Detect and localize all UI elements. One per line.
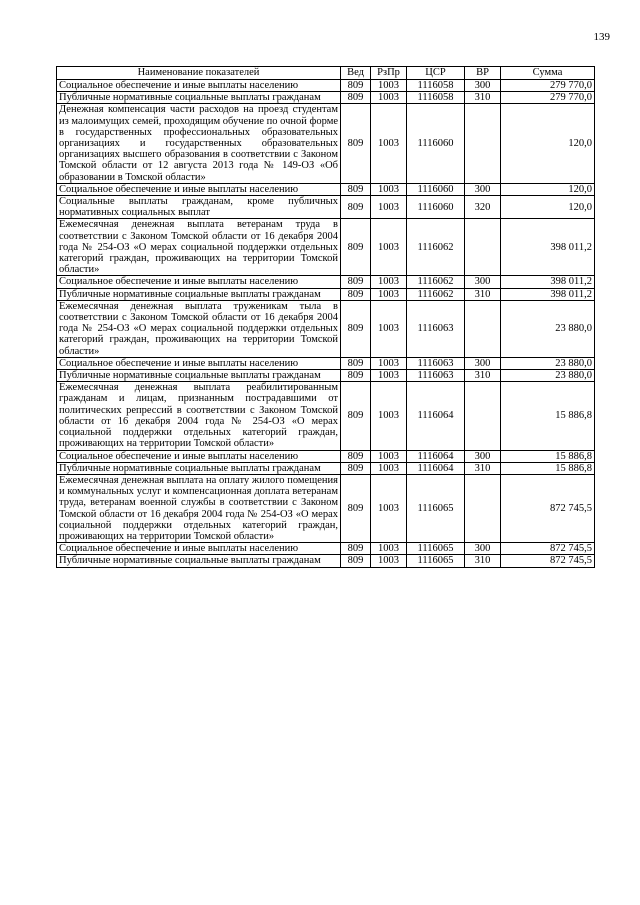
row-ved-cell: 809 xyxy=(341,196,371,219)
page-number: 139 xyxy=(593,31,610,43)
row-vr-cell: 300 xyxy=(465,276,501,288)
column-header-csr: ЦСР xyxy=(407,67,465,80)
row-name-cell: Социальное обеспечение и иные выплаты населению xyxy=(57,276,341,288)
row-name-cell: Социальные выплаты гражданам, кроме публичных нормативных социальных выплат xyxy=(57,196,341,219)
table-row xyxy=(57,276,595,288)
table-row xyxy=(57,555,595,567)
row-ved-cell: 809 xyxy=(341,104,371,183)
row-ved-cell: 809 xyxy=(341,357,371,369)
column-header-name: Наименование показателей xyxy=(57,67,341,80)
row-name-cell: Публичные нормативные социальные выплаты гражданам xyxy=(57,370,341,382)
row-csr-cell: 1116063 xyxy=(407,370,465,382)
row-sum-cell: 872 745,5 xyxy=(501,555,595,567)
row-name-cell: Социальное обеспечение и иные выплаты населению xyxy=(57,543,341,555)
row-csr-cell: 1116065 xyxy=(407,543,465,555)
row-name-cell: Публичные нормативные социальные выплаты гражданам xyxy=(57,462,341,474)
row-rzpr-cell: 1003 xyxy=(371,196,407,219)
row-name-cell: Публичные нормативные социальные выплаты гражданам xyxy=(57,555,341,567)
row-rzpr-cell: 1003 xyxy=(371,382,407,450)
row-rzpr-cell: 1003 xyxy=(371,370,407,382)
row-sum-cell: 23 880,0 xyxy=(501,370,595,382)
row-vr-cell: 310 xyxy=(465,92,501,104)
row-name-cell: Ежемесячная денежная выплата труженикам тыла в соответствии с Законом Томской области от 16 декабря 2004 года № 254-ОЗ «О мерах социальной поддержки отдельных категорий граждан, проживающих на территории Томской области» xyxy=(57,300,341,357)
table-row xyxy=(57,474,595,542)
budget-table xyxy=(56,66,595,568)
row-name-cell: Социальное обеспечение и иные выплаты населению xyxy=(57,80,341,92)
row-sum-cell: 872 745,5 xyxy=(501,474,595,542)
row-csr-cell: 1116058 xyxy=(407,92,465,104)
row-vr-cell: 310 xyxy=(465,462,501,474)
row-ved-cell: 809 xyxy=(341,276,371,288)
row-csr-cell: 1116063 xyxy=(407,300,465,357)
row-vr-cell xyxy=(465,104,501,183)
row-ved-cell: 809 xyxy=(341,450,371,462)
table-row xyxy=(57,288,595,300)
row-name-cell: Ежемесячная денежная выплата на оплату жилого помещения и коммунальных услуг и компенсационная доплата ветеранам труда, ветеранам военной службы в соответствии с Законом Томской области от 16 декабря 2004 года № 254-ОЗ «О мерах социальной поддержки отдельных категорий граждан, проживающих на территории Томской области» xyxy=(57,474,341,542)
row-sum-cell: 279 770,0 xyxy=(501,80,595,92)
row-name-cell: Социальное обеспечение и иные выплаты населению xyxy=(57,450,341,462)
table-row xyxy=(57,219,595,276)
row-rzpr-cell: 1003 xyxy=(371,543,407,555)
row-name-cell: Публичные нормативные социальные выплаты гражданам xyxy=(57,92,341,104)
row-vr-cell: 310 xyxy=(465,288,501,300)
row-ved-cell: 809 xyxy=(341,219,371,276)
row-csr-cell: 1116065 xyxy=(407,474,465,542)
row-csr-cell: 1116060 xyxy=(407,183,465,195)
row-vr-cell: 300 xyxy=(465,80,501,92)
row-vr-cell: 300 xyxy=(465,543,501,555)
row-ved-cell: 809 xyxy=(341,462,371,474)
row-sum-cell: 120,0 xyxy=(501,196,595,219)
row-rzpr-cell: 1003 xyxy=(371,555,407,567)
column-header-vr: ВР xyxy=(465,67,501,80)
row-name-cell: Денежная компенсация части расходов на проезд студентам из малоимущих семей, проходящим обучение по очной форме в государственных профессиональных образовательных организациях и государственных образовательных организациях высшего образования в соответствии с Законом Томской области от 12 августа 2013 года № 149-ОЗ «Об образовании в Томской области» xyxy=(57,104,341,183)
row-sum-cell: 398 011,2 xyxy=(501,276,595,288)
column-header-ved: Вед xyxy=(341,67,371,80)
row-sum-cell: 398 011,2 xyxy=(501,288,595,300)
table-row xyxy=(57,382,595,450)
row-ved-cell: 809 xyxy=(341,300,371,357)
row-ved-cell: 809 xyxy=(341,92,371,104)
row-name-cell: Публичные нормативные социальные выплаты гражданам xyxy=(57,288,341,300)
row-name-cell: Социальное обеспечение и иные выплаты населению xyxy=(57,357,341,369)
table-row xyxy=(57,543,595,555)
table-row xyxy=(57,462,595,474)
row-ved-cell: 809 xyxy=(341,555,371,567)
row-rzpr-cell: 1003 xyxy=(371,462,407,474)
row-vr-cell xyxy=(465,300,501,357)
row-ved-cell: 809 xyxy=(341,80,371,92)
row-rzpr-cell: 1003 xyxy=(371,474,407,542)
row-vr-cell: 300 xyxy=(465,357,501,369)
row-ved-cell: 809 xyxy=(341,543,371,555)
header-row xyxy=(57,67,595,80)
row-sum-cell: 872 745,5 xyxy=(501,543,595,555)
row-vr-cell: 320 xyxy=(465,196,501,219)
row-csr-cell: 1116062 xyxy=(407,219,465,276)
row-rzpr-cell: 1003 xyxy=(371,104,407,183)
row-csr-cell: 1116058 xyxy=(407,80,465,92)
table-row xyxy=(57,300,595,357)
row-sum-cell: 23 880,0 xyxy=(501,300,595,357)
row-vr-cell xyxy=(465,474,501,542)
row-csr-cell: 1116064 xyxy=(407,382,465,450)
row-name-cell: Ежемесячная денежная выплата ветеранам труда в соответствии с Законом Томской области от 16 декабря 2004 года № 254-ОЗ «О мерах социальной поддержки отдельных категорий граждан, проживающих на территории Томской области» xyxy=(57,219,341,276)
row-rzpr-cell: 1003 xyxy=(371,450,407,462)
row-rzpr-cell: 1003 xyxy=(371,219,407,276)
row-ved-cell: 809 xyxy=(341,370,371,382)
row-sum-cell: 15 886,8 xyxy=(501,382,595,450)
row-sum-cell: 398 011,2 xyxy=(501,219,595,276)
row-csr-cell: 1116062 xyxy=(407,288,465,300)
row-vr-cell xyxy=(465,382,501,450)
column-header-rzpr: РзПр xyxy=(371,67,407,80)
table-row xyxy=(57,450,595,462)
row-csr-cell: 1116064 xyxy=(407,450,465,462)
row-rzpr-cell: 1003 xyxy=(371,183,407,195)
row-name-cell: Социальное обеспечение и иные выплаты населению xyxy=(57,183,341,195)
row-rzpr-cell: 1003 xyxy=(371,276,407,288)
row-vr-cell: 300 xyxy=(465,183,501,195)
table-body xyxy=(57,80,595,568)
row-rzpr-cell: 1003 xyxy=(371,288,407,300)
row-vr-cell: 310 xyxy=(465,370,501,382)
table-row xyxy=(57,80,595,92)
row-name-cell: Ежемесячная денежная выплата реабилитированным гражданам и лицам, признанным пострадавшими от политических репрессий в соответствии с Законом Томской области от 16 декабря 2004 года № 254-ОЗ «О мерах социальной поддержки отдельных категорий граждан, проживающих на территории Томской области» xyxy=(57,382,341,450)
row-sum-cell: 120,0 xyxy=(501,104,595,183)
row-vr-cell: 310 xyxy=(465,555,501,567)
row-sum-cell: 15 886,8 xyxy=(501,462,595,474)
row-csr-cell: 1116060 xyxy=(407,196,465,219)
row-sum-cell: 23 880,0 xyxy=(501,357,595,369)
row-csr-cell: 1116060 xyxy=(407,104,465,183)
table-row xyxy=(57,92,595,104)
row-sum-cell: 15 886,8 xyxy=(501,450,595,462)
row-vr-cell: 300 xyxy=(465,450,501,462)
row-csr-cell: 1116062 xyxy=(407,276,465,288)
row-csr-cell: 1116063 xyxy=(407,357,465,369)
table-row xyxy=(57,104,595,183)
table-row xyxy=(57,183,595,195)
table-row xyxy=(57,370,595,382)
column-header-sum: Сумма xyxy=(501,67,595,80)
row-csr-cell: 1116064 xyxy=(407,462,465,474)
table-header xyxy=(57,67,595,80)
row-ved-cell: 809 xyxy=(341,288,371,300)
row-rzpr-cell: 1003 xyxy=(371,92,407,104)
row-rzpr-cell: 1003 xyxy=(371,300,407,357)
row-ved-cell: 809 xyxy=(341,474,371,542)
row-csr-cell: 1116065 xyxy=(407,555,465,567)
row-ved-cell: 809 xyxy=(341,382,371,450)
row-ved-cell: 809 xyxy=(341,183,371,195)
table-row xyxy=(57,357,595,369)
row-rzpr-cell: 1003 xyxy=(371,80,407,92)
row-vr-cell xyxy=(465,219,501,276)
row-sum-cell: 120,0 xyxy=(501,183,595,195)
row-rzpr-cell: 1003 xyxy=(371,357,407,369)
table-row xyxy=(57,196,595,219)
row-sum-cell: 279 770,0 xyxy=(501,92,595,104)
